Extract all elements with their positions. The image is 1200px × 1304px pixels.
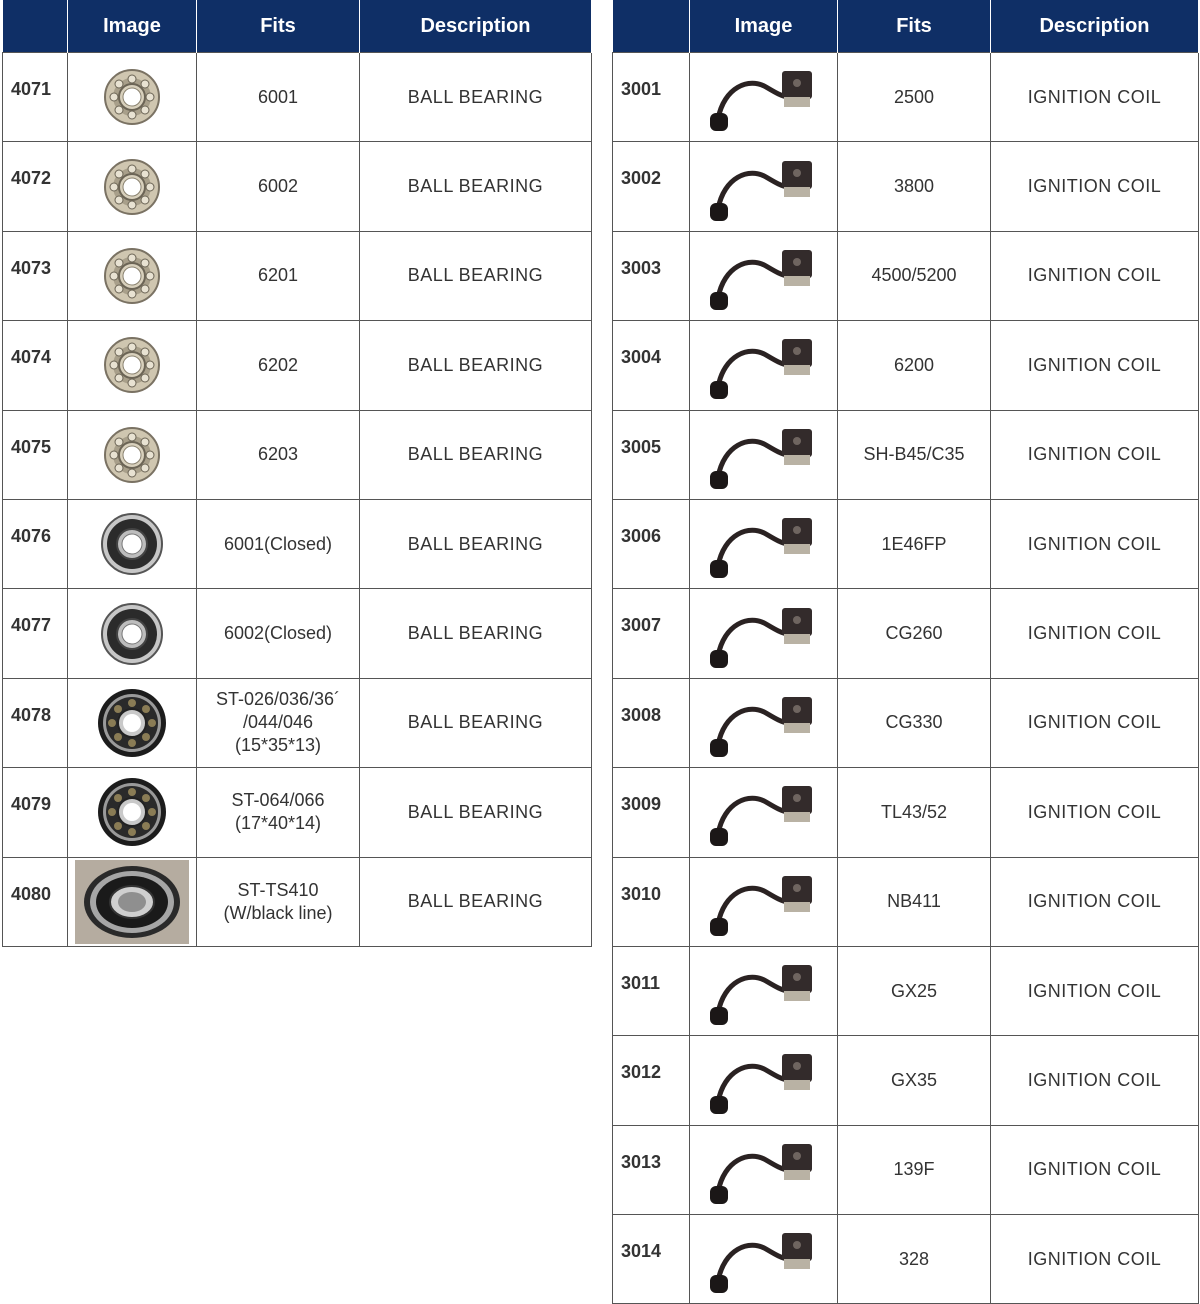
item-code: 3002 xyxy=(613,142,690,231)
item-description: BALL BEARING xyxy=(360,321,592,410)
table-row xyxy=(613,678,1199,767)
open-bearing-icon xyxy=(68,425,196,485)
item-fits: CG330 xyxy=(838,678,991,767)
open-bearing-icon xyxy=(68,246,196,306)
dark-bearing-icon xyxy=(68,687,196,759)
open-bearing-icon xyxy=(68,335,196,395)
table-header xyxy=(613,0,1199,53)
item-image xyxy=(690,946,838,1035)
table-row xyxy=(3,231,592,320)
table-row xyxy=(613,768,1199,857)
dark-bearing-icon xyxy=(68,776,196,848)
item-fits: ST-TS410 (W/black line) xyxy=(197,857,360,946)
header-image: Image xyxy=(68,0,197,53)
bearing-photo-icon xyxy=(68,860,196,944)
item-image xyxy=(68,321,197,410)
item-description: IGNITION COIL xyxy=(991,1036,1199,1125)
item-fits: ST-064/066 (17*40*14) xyxy=(197,768,360,857)
bearing-table xyxy=(2,0,592,947)
item-description: IGNITION COIL xyxy=(991,589,1199,678)
ignition-coil-icon xyxy=(690,594,837,674)
item-fits: SH-B45/C35 xyxy=(838,410,991,499)
open-bearing-icon xyxy=(68,157,196,217)
item-image xyxy=(68,499,197,588)
item-description: BALL BEARING xyxy=(360,678,592,767)
header-image: Image xyxy=(690,0,838,53)
item-fits: 6001 xyxy=(197,53,360,142)
table-row xyxy=(3,321,592,410)
item-image xyxy=(68,231,197,320)
item-image xyxy=(690,678,838,767)
item-image xyxy=(690,589,838,678)
item-code: 3013 xyxy=(613,1125,690,1214)
table-row xyxy=(613,1215,1199,1304)
table-row xyxy=(3,499,592,588)
item-description: BALL BEARING xyxy=(360,499,592,588)
table-row xyxy=(3,678,592,767)
table-row xyxy=(613,1036,1199,1125)
item-fits: ST-026/036/36´ /044/046 (15*35*13) xyxy=(197,678,360,767)
item-fits: 6202 xyxy=(197,321,360,410)
item-image xyxy=(690,410,838,499)
table-row xyxy=(613,142,1199,231)
item-code: 4077 xyxy=(3,589,68,678)
ignition-coil-icon xyxy=(690,1040,837,1120)
ignition-coil-icon xyxy=(690,951,837,1031)
ignition-coil-icon xyxy=(690,147,837,227)
item-fits: 2500 xyxy=(838,53,991,142)
table-row xyxy=(3,142,592,231)
item-description: BALL BEARING xyxy=(360,53,592,142)
ignition-coil-icon xyxy=(690,772,837,852)
item-image xyxy=(68,857,197,946)
item-code: 3005 xyxy=(613,410,690,499)
item-description: IGNITION COIL xyxy=(991,1215,1199,1304)
item-code: 4075 xyxy=(3,410,68,499)
table-row xyxy=(613,231,1199,320)
ignition-coil-icon xyxy=(690,683,837,763)
item-fits: NB411 xyxy=(838,857,991,946)
table-row xyxy=(613,410,1199,499)
table-row xyxy=(3,410,592,499)
item-code: 3006 xyxy=(613,499,690,588)
ignition-coil-icon xyxy=(690,57,837,137)
ignition-coil-table xyxy=(612,0,1199,1304)
item-fits: 1E46FP xyxy=(838,499,991,588)
ignition-coil-icon xyxy=(690,1130,837,1210)
item-code: 4071 xyxy=(3,53,68,142)
table-row xyxy=(3,768,592,857)
table-row xyxy=(613,857,1199,946)
ignition-coil-icon xyxy=(690,504,837,584)
item-description: BALL BEARING xyxy=(360,410,592,499)
item-image xyxy=(690,857,838,946)
item-code: 3004 xyxy=(613,321,690,410)
header-code xyxy=(613,0,690,53)
item-image xyxy=(690,1125,838,1214)
item-description: IGNITION COIL xyxy=(991,410,1199,499)
item-code: 3010 xyxy=(613,857,690,946)
header-fits: Fits xyxy=(197,0,360,53)
item-code: 3012 xyxy=(613,1036,690,1125)
item-code: 4074 xyxy=(3,321,68,410)
item-fits: GX25 xyxy=(838,946,991,1035)
ignition-coil-icon xyxy=(690,1219,837,1299)
ignition-coil-icon xyxy=(690,325,837,405)
item-image xyxy=(690,231,838,320)
item-image xyxy=(68,768,197,857)
table-row xyxy=(613,589,1199,678)
item-fits: 6001(Closed) xyxy=(197,499,360,588)
item-description: IGNITION COIL xyxy=(991,768,1199,857)
item-description: BALL BEARING xyxy=(360,857,592,946)
item-image xyxy=(690,768,838,857)
item-code: 3003 xyxy=(613,231,690,320)
item-code: 4080 xyxy=(3,857,68,946)
item-description: IGNITION COIL xyxy=(991,946,1199,1035)
table-header xyxy=(3,0,592,53)
item-fits: 6203 xyxy=(197,410,360,499)
item-fits: CG260 xyxy=(838,589,991,678)
item-image xyxy=(68,142,197,231)
table-row xyxy=(3,53,592,142)
table-row xyxy=(3,857,592,946)
table-row xyxy=(613,1125,1199,1214)
header-fits: Fits xyxy=(838,0,991,53)
item-fits: 6200 xyxy=(838,321,991,410)
item-fits: 6002(Closed) xyxy=(197,589,360,678)
item-fits: 3800 xyxy=(838,142,991,231)
item-image xyxy=(690,1036,838,1125)
item-description: IGNITION COIL xyxy=(991,142,1199,231)
item-code: 4078 xyxy=(3,678,68,767)
item-code: 3014 xyxy=(613,1215,690,1304)
item-description: IGNITION COIL xyxy=(991,321,1199,410)
item-image xyxy=(68,410,197,499)
item-description: IGNITION COIL xyxy=(991,678,1199,767)
table-row xyxy=(613,946,1199,1035)
item-image xyxy=(68,678,197,767)
item-description: BALL BEARING xyxy=(360,231,592,320)
header-description: Description xyxy=(360,0,592,53)
item-image xyxy=(690,321,838,410)
item-fits: TL43/52 xyxy=(838,768,991,857)
item-description: BALL BEARING xyxy=(360,142,592,231)
item-image xyxy=(690,499,838,588)
item-description: IGNITION COIL xyxy=(991,53,1199,142)
item-image xyxy=(690,142,838,231)
item-fits: 6201 xyxy=(197,231,360,320)
sealed-bearing-icon xyxy=(68,512,196,576)
item-fits: 6002 xyxy=(197,142,360,231)
item-fits: GX35 xyxy=(838,1036,991,1125)
item-image xyxy=(690,1215,838,1304)
item-fits: 328 xyxy=(838,1215,991,1304)
item-code: 3008 xyxy=(613,678,690,767)
table-row xyxy=(613,53,1199,142)
item-description: IGNITION COIL xyxy=(991,857,1199,946)
table-row xyxy=(613,321,1199,410)
item-description: IGNITION COIL xyxy=(991,499,1199,588)
item-fits: 4500/5200 xyxy=(838,231,991,320)
ignition-coil-icon xyxy=(690,236,837,316)
item-code: 4072 xyxy=(3,142,68,231)
item-code: 3007 xyxy=(613,589,690,678)
item-code: 3009 xyxy=(613,768,690,857)
header-code xyxy=(3,0,68,53)
item-image xyxy=(690,53,838,142)
item-fits: 139F xyxy=(838,1125,991,1214)
open-bearing-icon xyxy=(68,67,196,127)
item-code: 4073 xyxy=(3,231,68,320)
sealed-bearing-icon xyxy=(68,602,196,666)
item-description: IGNITION COIL xyxy=(991,1125,1199,1214)
item-code: 4079 xyxy=(3,768,68,857)
item-code: 3011 xyxy=(613,946,690,1035)
item-image xyxy=(68,589,197,678)
item-description: BALL BEARING xyxy=(360,589,592,678)
item-code: 3001 xyxy=(613,53,690,142)
item-description: IGNITION COIL xyxy=(991,231,1199,320)
header-description: Description xyxy=(991,0,1199,53)
table-row xyxy=(613,499,1199,588)
item-code: 4076 xyxy=(3,499,68,588)
item-description: BALL BEARING xyxy=(360,768,592,857)
item-image xyxy=(68,53,197,142)
ignition-coil-icon xyxy=(690,415,837,495)
table-row xyxy=(3,589,592,678)
ignition-coil-icon xyxy=(690,862,837,942)
